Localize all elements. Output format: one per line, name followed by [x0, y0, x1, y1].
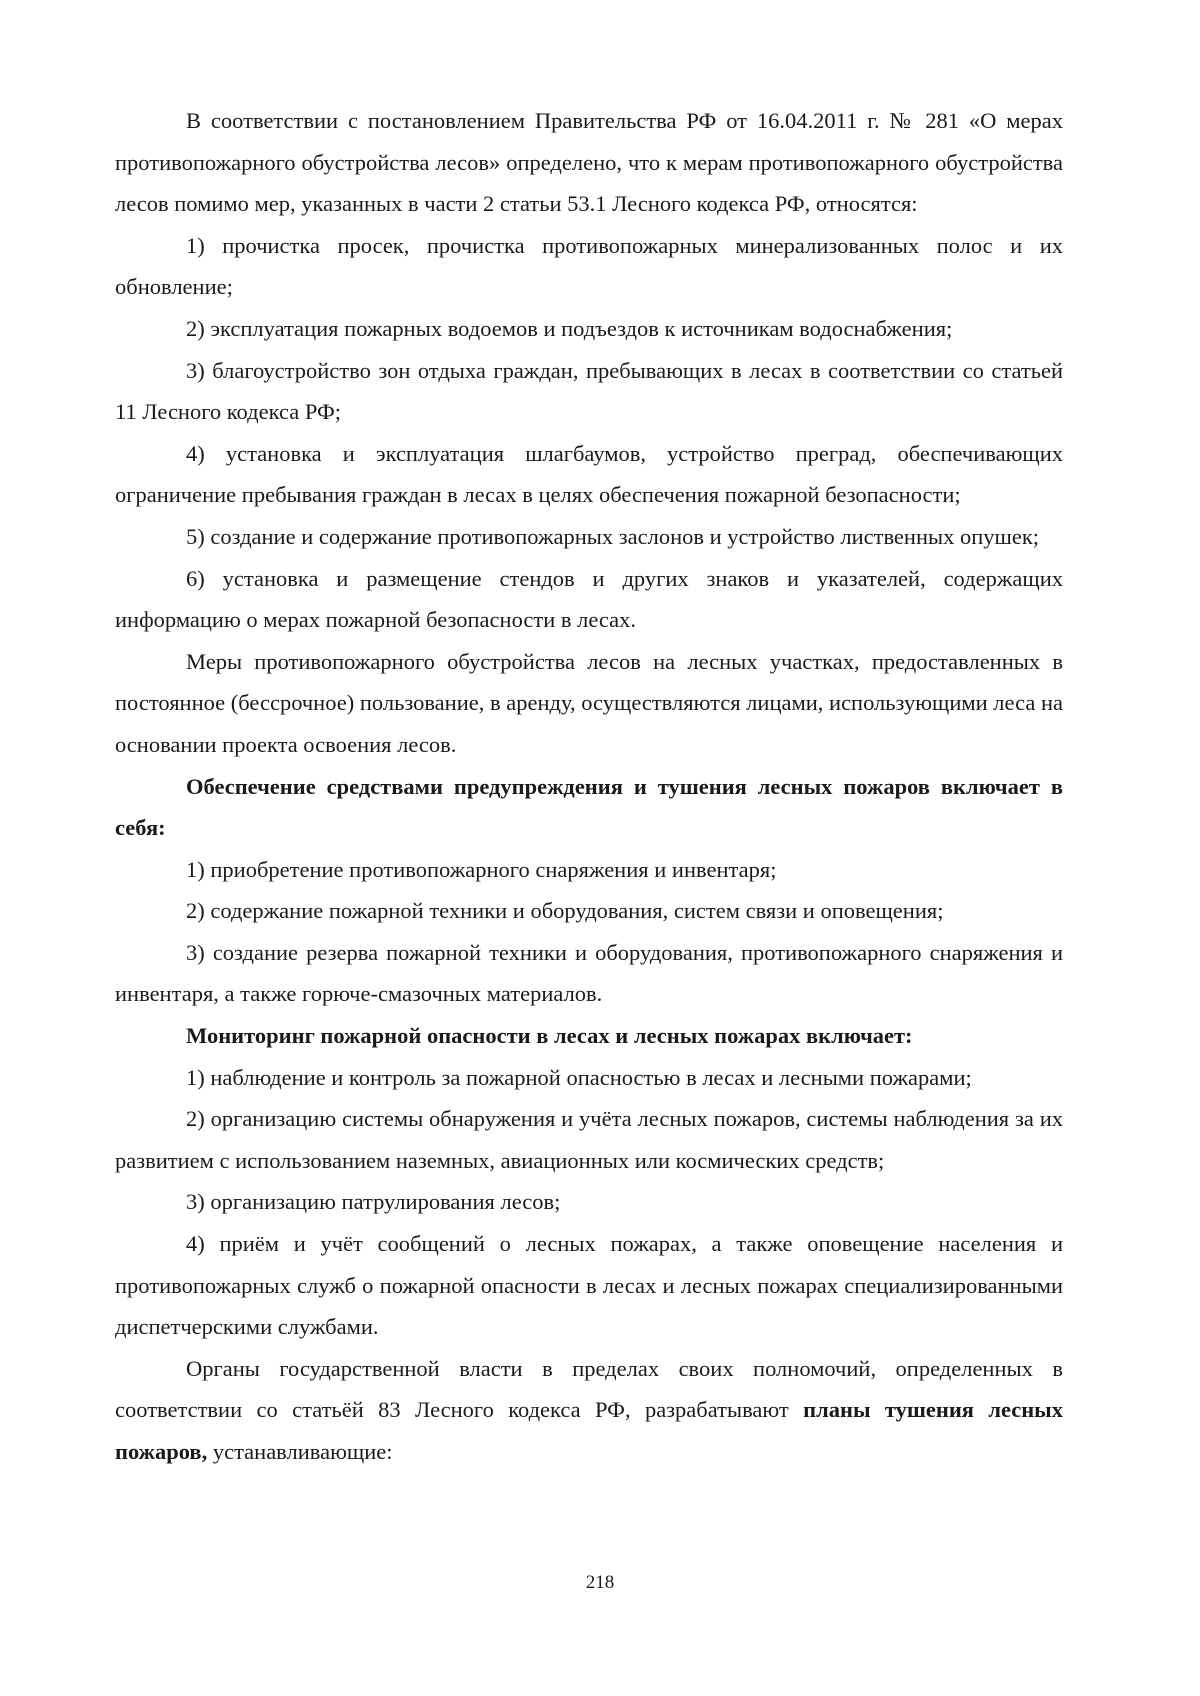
section-heading: Мониторинг пожарной опасности в лесах и лесных пожарах включает:	[186, 1023, 913, 1049]
list-item: 2) организацию системы обнаружения и учёта лесных пожаров, системы наблюдения за их развитием с использованием наземных, авиационных или космических средств;	[115, 1106, 1063, 1173]
list-item: 4) приём и учёт сообщений о лесных пожарах, а также оповещение населения и противопожарных служб о пожарной опасности в лесах и лесных пожарах специализированными диспетчерскими службами.	[115, 1231, 1063, 1340]
final-paragraph	[115, 1348, 1063, 1473]
list-item: 3) организацию патрулирования лесов;	[186, 1189, 561, 1215]
list-item: 1) прочистка просек, прочистка противопожарных минерализованных полос и их обновление;	[115, 232, 1063, 300]
list-item: 2) эксплуатация пожарных водоемов и подъездов к источникам водоснабжения;	[186, 315, 953, 341]
page-number: 218	[585, 1572, 615, 1593]
list-item: 2) содержание пожарной техники и оборудования, систем связи и оповещения;	[186, 898, 944, 924]
list-item: 1) приобретение противопожарного снаряжения и инвентаря;	[186, 856, 777, 882]
intro-paragraph: В соответствии с постановлением Правительства РФ от 16.04.2011 г. № 281 «О мерах противопожарного обустройства лесов» определено, что к мерам противопожарного обустройства лесов помимо мер, указанных в части 2 статьи 53.1 Лесного кодекса РФ, относятся:	[115, 108, 1063, 217]
final-paragraph-tail: устанавливающие:	[207, 1439, 393, 1464]
list-item: 6) установка и размещение стендов и других знаков и указателей, содержащих информацию о мерах пожарной безопасности в лесах.	[115, 565, 1063, 633]
list-item: 5) создание и содержание противопожарных заслонов и устройство лиственных опушек;	[186, 523, 1040, 549]
list-item: 1) наблюдение и контроль за пожарной опасностью в лесах и лесными пожарами;	[186, 1064, 972, 1090]
document-body	[115, 100, 1063, 1473]
final-paragraph-bold: планы тушения лесных пожаров,	[115, 1397, 1063, 1464]
body-paragraph: Меры противопожарного обустройства лесов на лесных участках, предоставленных в постоянное (бессрочное) пользование, в аренду, осуществляются лицами, использующими леса на основании проекта освоения лесов.	[115, 648, 1063, 757]
list-item: 3) благоустройство зон отдыха граждан, пребывающих в лесах в соответствии со статьей 11 Лесного кодекса РФ;	[115, 357, 1063, 425]
section-heading: Обеспечение средствами предупреждения и тушения лесных пожаров включает в себя:	[115, 773, 1063, 841]
final-paragraph-text: Органы государственной власти в пределах своих полномочий, определенных в соответствии со статьёй 83 Лесного кодекса РФ, разрабатывают	[115, 1355, 1063, 1423]
list-item: 3) создание резерва пожарной техники и оборудования, противопожарного снаряжения и инвентаря, а также горюче-смазочных материалов.	[115, 939, 1063, 1007]
list-item: 4) установка и эксплуатация шлагбаумов, устройство преград, обеспечивающих ограничение пребывания граждан в лесах в целях обеспечения пожарной безопасности;	[115, 440, 1063, 508]
